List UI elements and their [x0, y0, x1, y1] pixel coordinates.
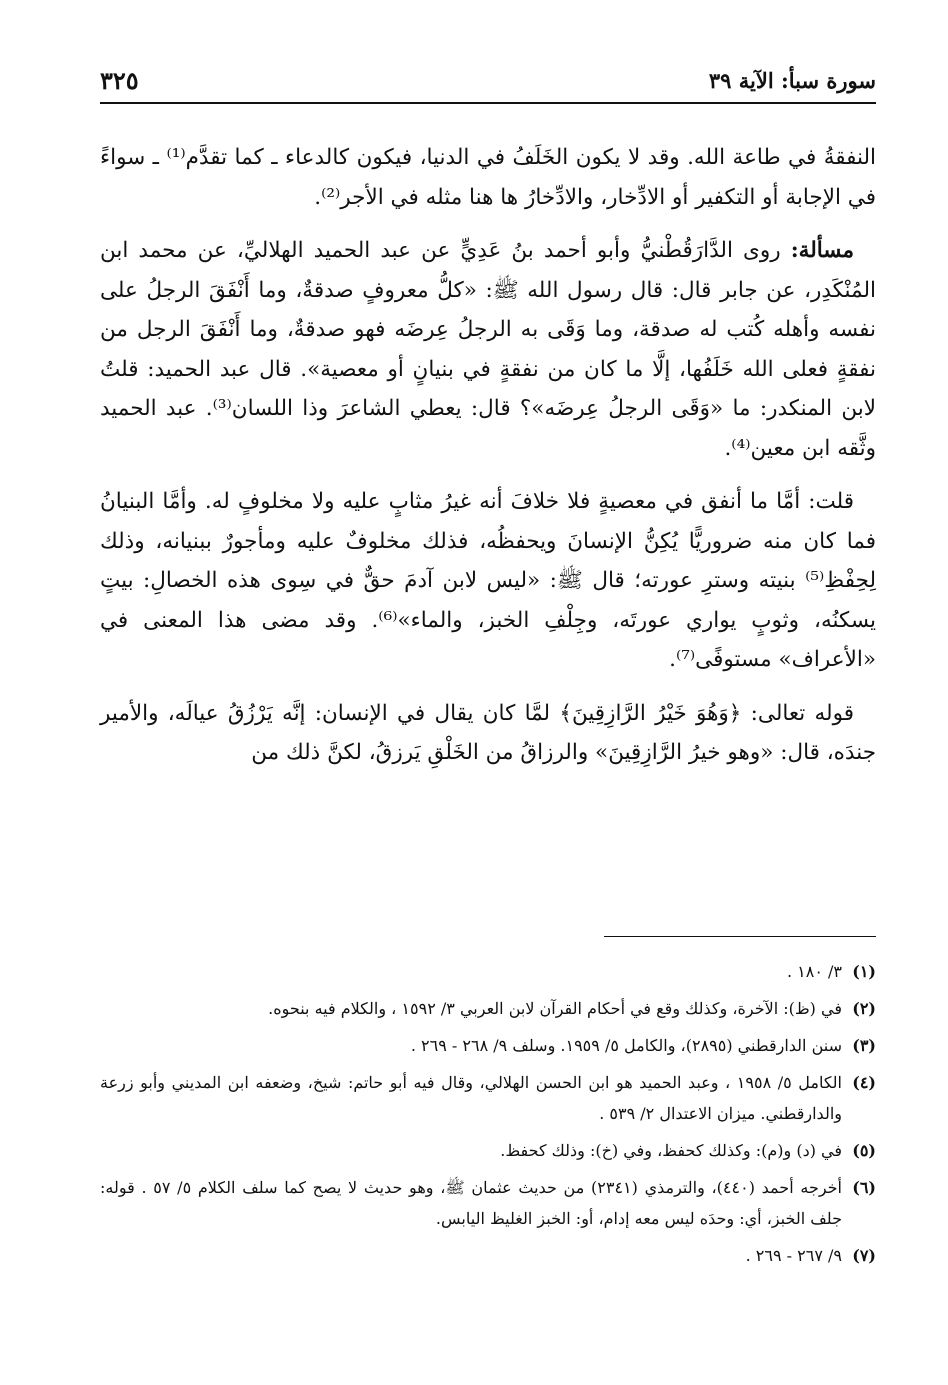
- footnote-item: [100, 1240, 876, 1271]
- footnote-item: [100, 1067, 876, 1129]
- paragraph-text: النفقةُ في طاعة الله. وقد لا يكون الخَلَفُ في الدنيا، فيكون كالدعاء ـ كما تقدَّم⁽¹⁾ ـ سواءً في الإجابة أو التكفير أو الادِّخار، والادِّخارُ ها هنا مثله في الأجر⁽²⁾.: [100, 145, 876, 210]
- paragraph-3: [100, 482, 876, 680]
- paragraph-lead: مسألة:: [790, 238, 854, 263]
- paragraph-4: [100, 694, 876, 773]
- footnote-separator: [604, 936, 876, 937]
- footnote-text: ٣/ ١٨٠ .: [786, 962, 842, 981]
- main-text: [100, 138, 876, 787]
- footnote-text: في (د) و(م): وكذلك كحفظ، وفي (خ): وذلك كحفظ.: [500, 1141, 842, 1160]
- paragraph-text: قلت: أمَّا ما أنفق في معصيةٍ فلا خلافَ أنه غيرُ مثابٍ عليه ولا مخلوفٍ له. وأمَّا البنيانُ فما كان منه ضروريًّا يُكِنُّ الإنسانَ ويحفظُه، فذلك مخلوفٌ عليه ومأجورٌ ببنيانه، وذلك لِحِفْظِ⁽⁵⁾ بنيته وسترِ عورته؛ قال ﷺ: «ليس لابن آدمَ حقٌّ في سِوى هذه الخصالِ: بيتٍ يسكنُه، وثوبٍ يواري عورتَه، وجِلْفِ الخبز، والماء»⁽⁶⁾. وقد مضى هذا المعنى في «الأعراف» مستوفًى⁽⁷⁾.: [100, 489, 876, 672]
- footnote-item: [100, 993, 876, 1024]
- paragraph-2: [100, 231, 876, 468]
- footnote-text: أخرجه أحمد (٤٤٠)، والترمذي (٢٣٤١) من حديث عثمان ﷺ، وهو حديث لا يصح كما سلف الكلام ٥/ ٥٧ . قوله: جلف الخبز، أي: وحدَه ليس معه إدام، أو: الخبز الغليظ اليابس.: [100, 1178, 842, 1228]
- footnote-number: (١): [852, 962, 876, 981]
- header-title: سورة سبأ: الآية ٣٩: [708, 67, 876, 93]
- paragraph-text: روى الدَّارَقُطْنيُّ وأبو أحمد بنُ عَدِيٍّ عن عبد الحميد الهلاليِّ، عن محمد ابن المُنْكَدِر، عن جابر قال: قال رسول الله ﷺ: «كلُّ معروفٍ صدقةٌ، وما أَنْفَقَ الرجلُ على نفسه وأهله كُتب له صدقة، وما وَقَى به الرجلُ عِرضَه فهو صدقةٌ، وما أَنْفَقَ الرجل من نفقةٍ فعلى الله خَلَفُها، إلَّا ما كان من نفقةٍ في بنيانٍ أو معصية». قال عبد الحميد: قلتُ لابن المنكدر: ما «وَقَى الرجلُ عِرضَه»؟ قال: يعطي الشاعرَ وذا اللسان⁽³⁾. عبد الحميد وثَّقه ابن معين⁽⁴⁾.: [100, 238, 876, 461]
- paragraph-1: [100, 138, 876, 217]
- footnote-item: [100, 1172, 876, 1234]
- footnote-number: (٤): [852, 1073, 876, 1092]
- footnote-text: سنن الدارقطني (٢٨٩٥)، والكامل ٥/ ١٩٥٩. وسلف ٩/ ٢٦٨ - ٢٦٩ .: [410, 1036, 842, 1055]
- footnotes: [100, 956, 876, 1277]
- footnote-text: ٩/ ٢٦٧ - ٢٦٩ .: [745, 1246, 842, 1265]
- footnote-number: (٣): [852, 1036, 876, 1055]
- footnote-text: الكامل ٥/ ١٩٥٨ ، وعبد الحميد هو ابن الحسن الهلالي، وقال فيه أبو حاتم: شيخ، وضعفه ابن المديني وأبو زرعة والدارقطني. ميزان الاعتدال ٢/ ٥٣٩ .: [100, 1073, 843, 1123]
- footnote-text: في (ظ): الآخرة، وكذلك وقع في أحكام القرآن لابن العربي ٣/ ١٥٩٢ ، والكلام فيه بنحوه.: [268, 999, 842, 1018]
- footnote-number: (٥): [852, 1141, 876, 1160]
- footnote-item: [100, 1030, 876, 1061]
- footnote-item: [100, 1135, 876, 1166]
- paragraph-text: قوله تعالى: ﴿وَهُوَ خَيْرُ الرَّازِقِينَ﴾ لمَّا كان يقال في الإنسان: إنَّه يَرْزُقُ عيالَه، والأمير جندَه، قال: «وهو خيرُ الرَّازِقِينَ» والرزاقُ من الخَلْقِ يَرزقُ، لكنَّ ذلك من: [100, 700, 876, 765]
- footnote-number: (٧): [852, 1246, 876, 1265]
- footnote-number: (٢): [852, 999, 876, 1018]
- page-number: ٣٢٥: [100, 65, 139, 95]
- running-header: [100, 58, 876, 104]
- footnote-number: (٦): [852, 1178, 876, 1197]
- footnote-item: [100, 956, 876, 987]
